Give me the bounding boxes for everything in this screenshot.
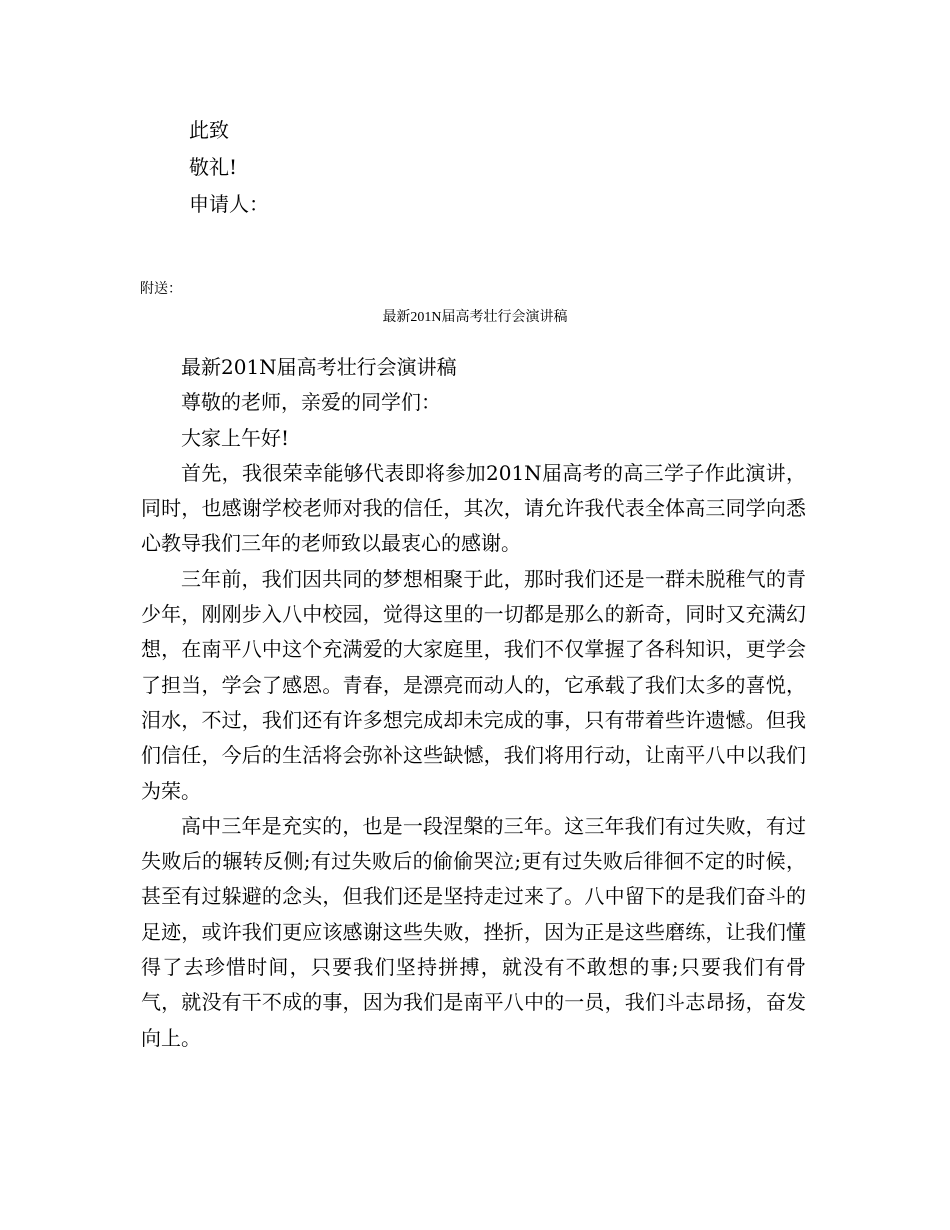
closing-regards: 敬礼!	[189, 155, 238, 179]
applicant-signature-line: 申请人：	[189, 192, 269, 216]
speech-paragraph: 高中三年是充实的，也是一段涅槃的三年。这三年我们有过失败，有过失败后的辗转反侧;有过失败后的偷偷哭泣;更有过失败后徘徊不定的时候，甚至有过躲避的念头，但我们还是坚持走过来了。八中留下的是我们奋斗的足迹，或许我们更应该感谢这些失败，挫折，因为正是这些磨练，让我们懂得了去珍惜时间，只要我们坚持拼搏，就没有不敢想的事;只要我们有骨气，就没有干不成的事，因为我们是南平八中的一员，我们斗志昂扬，奋发向上。	[141, 813, 806, 1050]
speech-title: 最新201N届高考壮行会演讲稿	[181, 355, 457, 379]
letter-closing	[189, 112, 269, 223]
attachment-title: 最新201N届高考壮行会演讲稿	[382, 310, 568, 325]
closing-salutation: 此致	[189, 118, 229, 142]
speech-paragraph: 三年前，我们因共同的梦想相聚于此，那时我们还是一群未脱稚气的青少年，刚刚步入八中校园，觉得这里的一切都是那么的新奇，同时又充满幻想，在南平八中这个充满爱的大家庭里，我们不仅掌握了各科知识，更学会了担当，学会了感恩。青春，是漂亮而动人的，它承载了我们太多的喜悦，泪水，不过，我们还有许多想完成却未完成的事，只有带着些许遗憾。但我们信任，今后的生活将会弥补这些缺憾，我们将用行动，让南平八中以我们为荣。	[141, 566, 806, 803]
speech-greeting: 尊敬的老师，亲爱的同学们：	[181, 390, 441, 415]
speech-morning-greeting: 大家上午好!	[181, 425, 290, 450]
speech-body	[141, 350, 806, 1056]
attachment-label: 附送：	[140, 282, 182, 297]
speech-paragraph: 首先，我很荣幸能够代表即将参加201N届高考的高三学子作此演讲，同时，也感谢学校老师对我的信任，其次，请允许我代表全体高三同学向悉心教导我们三年的老师致以最衷心的感谢。	[141, 460, 806, 556]
